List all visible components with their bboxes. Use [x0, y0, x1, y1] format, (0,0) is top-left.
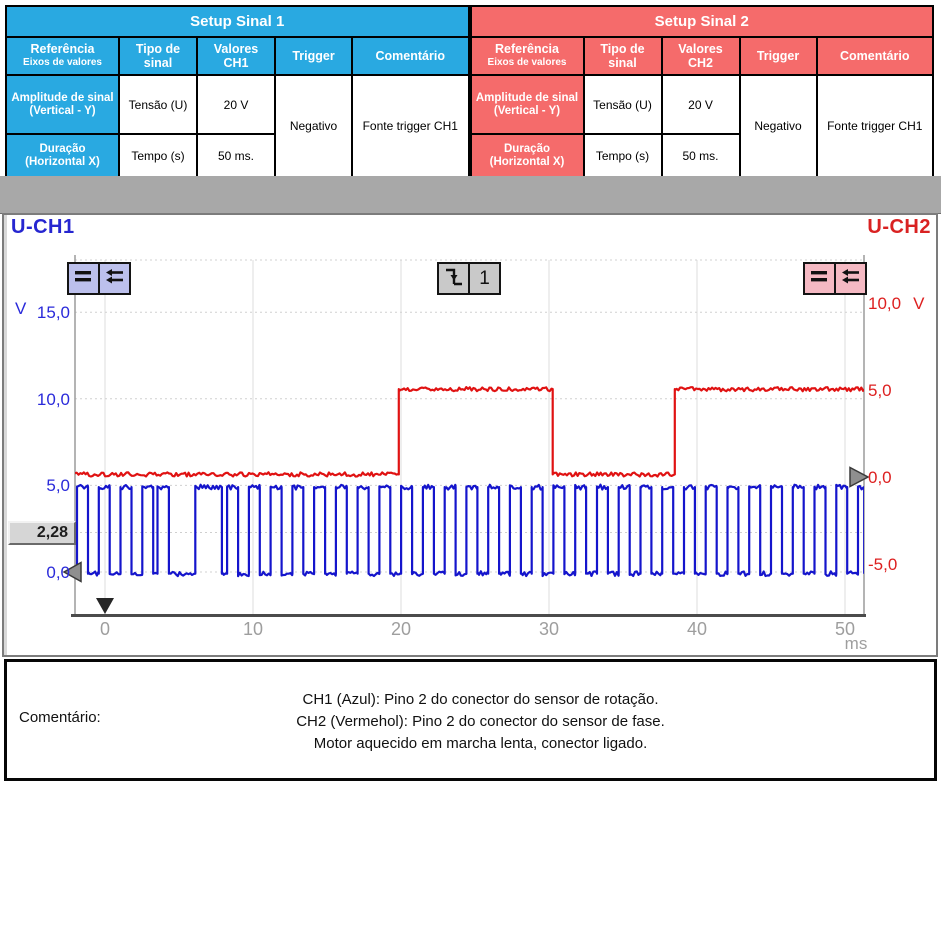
left-axis-tick-15: 15,0 [36, 303, 70, 322]
right-axis-tick-0: 0,0 [868, 468, 892, 487]
table2-col-valores: Valores CH2 [662, 37, 740, 75]
setup-table-ch1 [5, 5, 470, 178]
comment-line-1: CH1 (Azul): Pino 2 do conector do sensor de rotação. [302, 691, 659, 708]
trigger-channel-number: 1 [479, 267, 490, 289]
table2-dur-valor: 50 ms. [662, 134, 740, 177]
table1-dur-valor: 50 ms. [197, 134, 275, 177]
ch1-button-group [67, 262, 129, 295]
table1-title: Setup Sinal 1 [6, 6, 469, 37]
right-axis-tick-10 [868, 294, 924, 314]
right-axis-tick-neg5: -5,0 [868, 555, 898, 574]
table2-trigger-value: Negativo [740, 75, 817, 177]
comment-line-3: Motor aquecido em marcha lenta, conector ligado. [313, 735, 648, 752]
table1-trigger-value: Negativo [275, 75, 352, 177]
table1-row-duracao-label [6, 134, 119, 177]
col-referencia-sub: Eixos de valores [487, 57, 567, 68]
table1-row-amplitude-label [6, 75, 119, 134]
table1-col-valores: Valores CH1 [197, 37, 275, 75]
ch2-trace [75, 387, 864, 476]
table1-dur-tipo: Tempo (s) [119, 134, 197, 177]
comment-label: Comentário: [19, 709, 101, 726]
duracao-label: Duração [503, 142, 551, 155]
separator-bar [0, 176, 941, 214]
col-referencia-sub: Eixos de valores [23, 57, 102, 68]
double-arrow-left-icon [840, 266, 861, 292]
table2-row-duracao-label [471, 134, 584, 177]
right-axis-tick-value: 10,0 [868, 294, 902, 313]
ch2-menu-button[interactable] [803, 262, 836, 295]
amplitude-sub: (Vertical - Y) [493, 104, 561, 117]
trigger-level-box[interactable]: 2,28 [8, 521, 76, 545]
left-axis-tick-10: 10,0 [36, 390, 70, 409]
right-axis-unit: V [913, 294, 925, 313]
left-axis-tick-0: 0,0 [46, 563, 70, 582]
table1-amp-valor: 20 V [197, 75, 275, 134]
table2-amp-tipo: Tensão (U) [584, 75, 662, 134]
table1-col-tipo: Tipo de sinal [119, 37, 197, 75]
x-axis-unit: ms [844, 634, 868, 653]
amplitude-label: Amplitude de sinal [11, 91, 114, 104]
table2-amp-valor: 20 V [662, 75, 740, 134]
trigger-button-group [437, 262, 499, 295]
ch2-ground-marker[interactable] [850, 468, 868, 487]
x-axis-tick-0: 0 [99, 619, 110, 639]
x-axis-tick-50: 50 [834, 619, 856, 639]
table1-col-comentario: Comentário [352, 37, 469, 75]
ch2-shift-left-button[interactable] [834, 262, 867, 295]
table2-col-tipo: Tipo de sinal [584, 37, 662, 75]
table2-dur-tipo: Tempo (s) [584, 134, 662, 177]
left-axis-tick-5: 5,0 [46, 476, 70, 495]
amplitude-sub: (Vertical - Y) [29, 104, 96, 117]
trigger-source-button[interactable] [468, 262, 501, 295]
trigger-time-marker[interactable] [96, 598, 114, 614]
ch2-button-group [803, 262, 865, 295]
x-axis-tick-10: 10 [242, 619, 264, 639]
duracao-sub: (Horizontal X) [25, 155, 100, 168]
ch1-shift-left-button[interactable] [98, 262, 131, 295]
table1-col-referencia [6, 37, 119, 75]
double-arrow-left-icon [104, 266, 125, 292]
right-axis-tick-5: 5,0 [868, 381, 892, 400]
table2-col-trigger: Trigger [740, 37, 817, 75]
falling-edge-trigger-icon [443, 265, 465, 292]
comment-line-2: CH2 (Vermehol): Pino 2 do conector do sensor de fase. [296, 713, 665, 730]
table1-comentario-value: Fonte trigger CH1 [352, 75, 469, 177]
amplitude-label: Amplitude de sinal [475, 91, 579, 104]
x-axis-tick-20: 20 [390, 619, 412, 639]
table1-amp-tipo: Tensão (U) [119, 75, 197, 134]
col-referencia-label: Referência [495, 42, 559, 56]
table2-row-amplitude-label [471, 75, 584, 134]
table2-col-referencia [471, 37, 584, 75]
duracao-label: Duração [39, 142, 86, 155]
setup-table-ch2 [470, 5, 935, 178]
table2-title: Setup Sinal 2 [471, 6, 934, 37]
ch1-trace [75, 485, 864, 576]
trigger-slope-button[interactable] [437, 262, 470, 295]
table2-col-comentario: Comentário [817, 37, 934, 75]
x-axis-tick-30: 30 [538, 619, 560, 639]
ch1-trace-label: U-CH1 [11, 216, 75, 238]
table2-comentario-value: Fonte trigger CH1 [817, 75, 934, 177]
duracao-sub: (Horizontal X) [489, 155, 565, 168]
setup-tables [5, 5, 934, 178]
oscilloscope-panel [2, 213, 938, 657]
table1-col-trigger: Trigger [275, 37, 352, 75]
col-referencia-label: Referência [30, 42, 95, 56]
left-axis-unit: V [15, 299, 27, 318]
ch2-trace-label: U-CH2 [867, 216, 931, 238]
menu-bars-icon [73, 266, 94, 292]
x-axis-tick-40: 40 [686, 619, 708, 639]
menu-bars-icon [809, 266, 830, 292]
comment-text [67, 689, 894, 755]
ch1-menu-button[interactable] [67, 262, 100, 295]
comment-box [4, 659, 937, 781]
